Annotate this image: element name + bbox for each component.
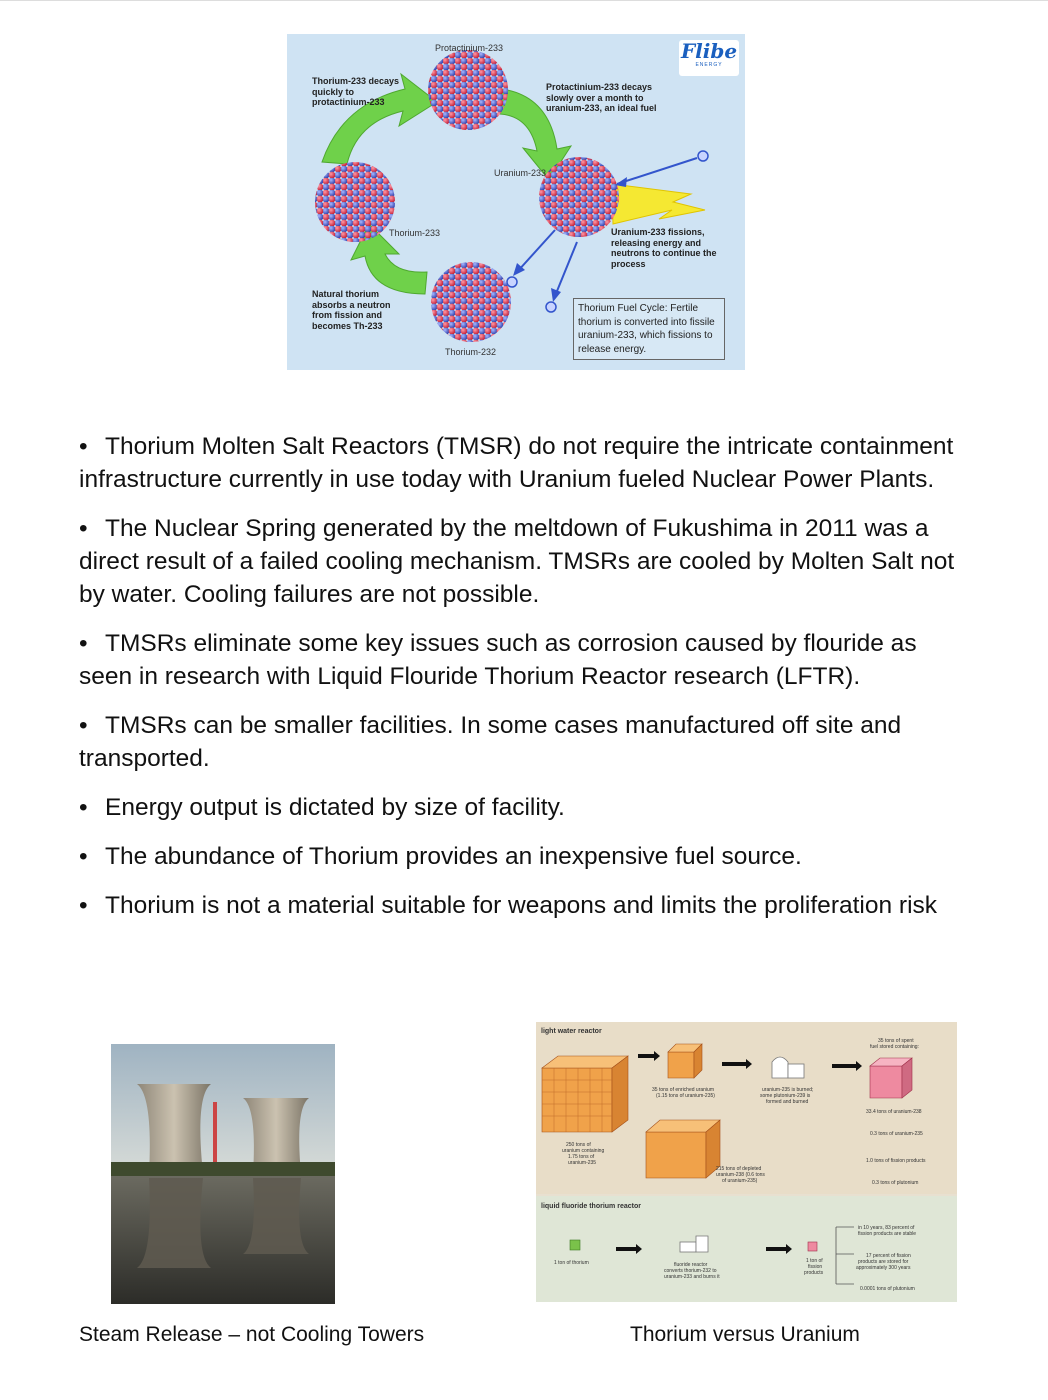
energy-lightning — [612, 184, 705, 224]
lftr-pu-label: 0.0001 tons of plutonium — [860, 1286, 915, 1292]
note-thorium-233-decay: Thorium-233 decays quickly to protactinium-233 — [312, 76, 400, 107]
note-uranium-fission: Uranium-233 fissions, releasing energy and neutrons to continue the process — [611, 227, 717, 269]
thorium-vs-uranium-graphic — [536, 1022, 957, 1302]
thorium-fuel-cycle-caption-box: Thorium Fuel Cycle: Fertile thorium is converted into fissile uranium-233, which fissions to release energy. — [573, 298, 725, 360]
bullet-symbol: • — [79, 892, 88, 919]
caption-thorium-vs-uranium: Thorium versus Uranium — [630, 1323, 860, 1346]
lftr-1ton-label: 1 ton of thorium — [554, 1260, 589, 1266]
bullet-symbol: • — [79, 712, 88, 739]
lftr-17-label: 17 percent of fission products are stored for approximately 300 years — [856, 1253, 911, 1271]
label-thorium-232: Thorium-232 — [445, 347, 497, 357]
bullet-symbol: • — [79, 794, 88, 821]
lwr-250-label: 250 tons of uranium containing 1.75 tons of uranium-235 — [562, 1142, 605, 1166]
flibe-logo-text: Flibe — [680, 39, 738, 63]
bullet-item — [79, 791, 969, 824]
lwr-10fp-label: 1.0 tons of fission products — [866, 1158, 926, 1164]
flibe-logo-subtext: ENERGY — [695, 62, 723, 68]
fission-products-cube — [808, 1242, 817, 1251]
outgoing-neutron-arrow-2 — [555, 242, 577, 296]
bullet-text: TMSRs can be smaller facilities. In some cases manufactured off site and transported. — [79, 712, 902, 772]
bullet-symbol: • — [79, 843, 88, 870]
bullet-text: Thorium is not a material suitable for weapons and limits the proliferation risk — [105, 892, 938, 919]
lftr-10yr-label: in 10 years, 83 percent of fission products are stable — [858, 1225, 917, 1237]
steam-release-photo — [111, 1044, 335, 1304]
lftr-title: liquid fluoride thorium reactor — [541, 1203, 641, 1210]
bullet-text: The Nuclear Spring generated by the meltdown of Fukushima in 2011 was a direct result of a failed cooling mechanism. TMSRs are cooled by Molten Salt not by water. Cooling failures are not possible. — [79, 515, 955, 608]
cooling-towers-illustration — [111, 1044, 335, 1304]
bullet-symbol: • — [79, 515, 88, 542]
lwr-03u-label: 0.3 tons of uranium-235 — [870, 1131, 923, 1137]
note-natural-thorium: Natural thorium absorbs a neutron from fission and becomes Th-233 — [312, 289, 391, 331]
lwr-215-label: 215 tons of depleted uranium-238 (0.6 tons of uranium-235) — [716, 1166, 765, 1184]
bullet-item — [79, 430, 969, 496]
label-uranium-233: Uranium-233 — [494, 168, 547, 178]
comparison-illustration — [536, 1022, 957, 1302]
bullet-list — [79, 430, 969, 938]
bullet-text: Energy output is dictated by size of facility. — [105, 794, 565, 821]
lftr-reactor-label: fluoride reactor converts thorium-232 to uranium-233 and burns it — [664, 1262, 720, 1280]
bullet-text: Thorium Molten Salt Reactors (TMSR) do not require the intricate containment infrastructure currently in use today with Uranium fueled Nuclear Power Plants. — [79, 433, 954, 493]
thorium-fuel-cycle-diagram — [287, 34, 745, 370]
note-protactinium-decay: Protactinium-233 decays slowly over a month to uranium-233, an ideal fuel — [546, 82, 657, 113]
lwr-title: light water reactor — [541, 1028, 602, 1035]
uranium-250-ton-cube — [542, 1056, 628, 1132]
nucleus-thorium-232 — [431, 262, 511, 342]
bullet-item — [79, 512, 969, 611]
bullet-symbol: • — [79, 433, 88, 460]
thorium-1-ton-cube — [570, 1240, 580, 1250]
bullet-item — [79, 840, 969, 873]
bullet-item — [79, 889, 969, 922]
lwr-burned-label: uranium-235 is burned; some plutonium-239 is formed and burned — [760, 1087, 814, 1105]
flibe-energy-logo — [679, 40, 739, 76]
label-protactinium-233: Protactinium-233 — [435, 43, 504, 53]
lwr-35-enriched-label: 35 tons of enriched uranium (1.15 tons of uranium-235) — [652, 1087, 715, 1099]
enriched-uranium-cube — [668, 1044, 702, 1078]
incoming-neutron-arrow — [617, 158, 697, 184]
lftr-fission-label: 1 ton of fission products — [804, 1258, 824, 1276]
bullet-item — [79, 627, 969, 693]
lwr-334-label: 33.4 tons of uranium-238 — [866, 1109, 922, 1115]
depleted-uranium-cube — [646, 1120, 720, 1178]
top-divider — [0, 0, 1048, 1]
lwr-03pu-label: 0.3 tons of plutonium — [872, 1180, 919, 1186]
spent-fuel-cube — [870, 1058, 912, 1098]
caption-steam-release: Steam Release – not Cooling Towers — [79, 1323, 425, 1346]
bullet-item — [79, 709, 969, 775]
nucleus-uranium-233 — [539, 157, 619, 237]
nucleus-protactinium-233 — [428, 50, 508, 130]
outgoing-neutron-arrow-1 — [517, 230, 555, 272]
nucleus-thorium-233 — [315, 162, 395, 242]
bullet-text: The abundance of Thorium provides an inexpensive fuel source. — [105, 843, 802, 870]
label-thorium-233: Thorium-233 — [389, 228, 441, 238]
bullet-symbol: • — [79, 630, 88, 657]
lwr-spent-label: 35 tons of spent fuel stored containing: — [870, 1038, 919, 1050]
bullet-text: TMSRs eliminate some key issues such as corrosion caused by flouride as seen in research with Liquid Flouride Thorium Reactor research (LFTR). — [79, 630, 917, 690]
